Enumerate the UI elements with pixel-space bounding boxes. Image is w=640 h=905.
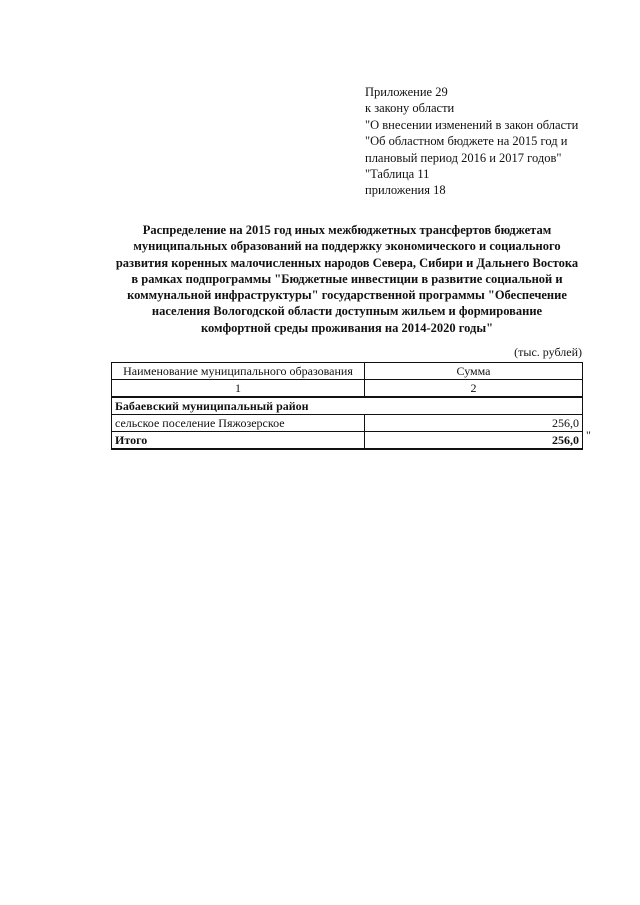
region-row — [112, 397, 583, 415]
header-row — [112, 363, 583, 380]
header-name: Наименование муниципального образования — [112, 363, 365, 380]
appendix-line: "Таблица 11 — [365, 167, 430, 182]
table-row — [112, 415, 583, 432]
total-amount: 256,0 — [365, 432, 583, 450]
row-name: сельское поселение Пяжозерское — [112, 415, 365, 432]
appendix-line: приложения 18 — [365, 183, 446, 198]
appendix-line: к закону области — [365, 101, 455, 116]
appendix-line: "Об областном бюджете на 2015 год и — [365, 134, 568, 149]
total-label: Итого — [112, 432, 365, 450]
column-number-2: 2 — [365, 380, 583, 398]
column-number-1: 1 — [112, 380, 365, 398]
title-line: комфортной среды проживания на 2014-2020 годы" — [200, 320, 494, 335]
appendix-line: "О внесении изменений в закон области — [365, 117, 579, 132]
closing-quote: " — [586, 428, 591, 442]
units-label: (тыс. рублей) — [514, 345, 582, 359]
document-title — [108, 222, 586, 336]
total-row — [112, 432, 583, 450]
title-line: муниципальных образований на поддержку экономического и социального — [133, 239, 561, 254]
title-line: развития коренных малочисленных народов Севера, Сибири и Дальнего Востока — [115, 255, 579, 270]
header-amount: Сумма — [365, 363, 583, 380]
appendix-line: Приложение 29 — [365, 85, 448, 99]
title-line: населения Вологодской области доступным жильем и формирование — [151, 304, 543, 319]
transfers-table — [111, 362, 583, 450]
row-amount: 256,0 — [365, 415, 583, 432]
appendix-line: плановый период 2016 и 2017 годов" — [365, 150, 562, 165]
title-line: в рамках подпрограммы "Бюджетные инвестиции в развитие социальной и — [131, 271, 563, 286]
title-line: Распределение на 2015 год иных межбюджетных трансфертов бюджетам — [142, 223, 552, 237]
column-number-row — [112, 380, 583, 398]
title-line: коммунальной инфраструктуры" государственной программы "Обеспечение — [127, 288, 567, 303]
region-name: Бабаевский муниципальный район — [112, 397, 583, 415]
appendix-block — [365, 84, 605, 199]
